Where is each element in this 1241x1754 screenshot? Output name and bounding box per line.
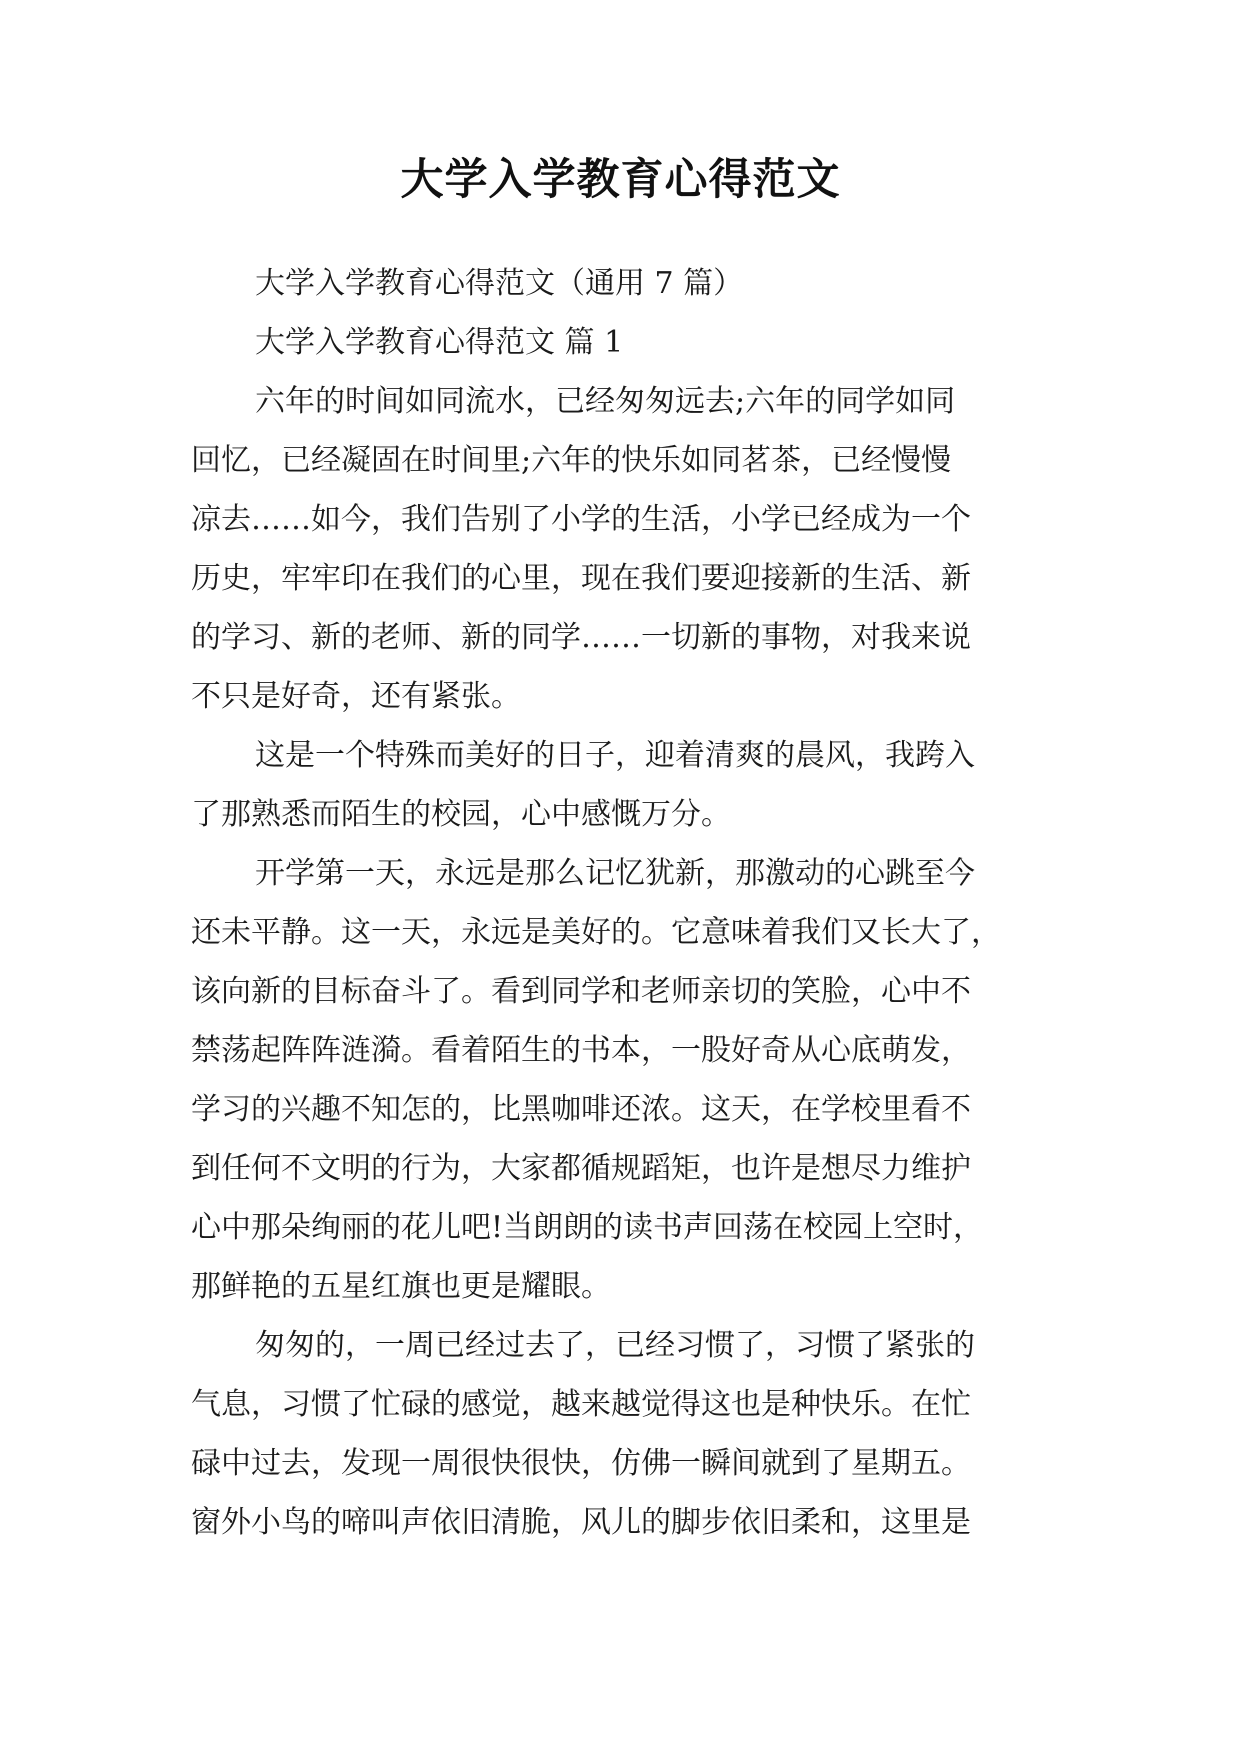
text-line: 回忆，已经凝固在时间里;六年的快乐如同茗茶，已经慢慢 xyxy=(191,443,952,478)
text-line: 心中那朵绚丽的花儿吧!当朗朗的读书声回荡在校园上空时， xyxy=(191,1210,984,1245)
text-line: 到任何不文明的行为，大家都循规蹈矩，也许是想尽力维护 xyxy=(191,1151,971,1186)
document-title: 大学入学教育心得范文 xyxy=(400,155,841,205)
text-line: 窗外小鸟的啼叫声依旧清脆，风儿的脚步依旧柔和，这里是 xyxy=(191,1505,971,1540)
text-line: 历史，牢牢印在我们的心里，现在我们要迎接新的生活、新 xyxy=(191,561,971,596)
text-line: 的学习、新的老师、新的同学……一切新的事物，对我来说 xyxy=(191,620,971,655)
text-line: 还未平静。这一天，永远是美好的。它意味着我们又长大了， xyxy=(191,915,1001,950)
text-line: 学习的兴趣不知怎的，比黑咖啡还浓。这天，在学校里看不 xyxy=(191,1092,971,1127)
text-line: 气息，习惯了忙碌的感觉，越来越觉得这也是种快乐。在忙 xyxy=(191,1387,971,1422)
text-line: 匆匆的，一周已经过去了，已经习惯了，习惯了紧张的 xyxy=(255,1328,975,1363)
text-line: 这是一个特殊而美好的日子，迎着清爽的晨风，我跨入 xyxy=(255,738,975,773)
text-line: 大学入学教育心得范文（通用 7 篇） xyxy=(255,266,744,301)
document-body xyxy=(191,254,1055,1552)
text-line: 凉去……如今，我们告别了小学的生活，小学已经成为一个 xyxy=(191,502,971,537)
text-line: 六年的时间如同流水，已经匆匆远去;六年的同学如同 xyxy=(255,384,956,419)
text-line: 了那熟悉而陌生的校园，心中感慨万分。 xyxy=(191,797,731,832)
text-line: 碌中过去，发现一周很快很快，仿佛一瞬间就到了星期五。 xyxy=(191,1446,971,1481)
text-line: 不只是好奇，还有紧张。 xyxy=(191,679,521,714)
text-line: 开学第一天，永远是那么记忆犹新，那激动的心跳至今 xyxy=(255,856,975,891)
text-line: 那鲜艳的五星红旗也更是耀眼。 xyxy=(191,1269,611,1304)
text-line: 大学入学教育心得范文 篇 1 xyxy=(255,325,624,360)
text-line: 该向新的目标奋斗了。看到同学和老师亲切的笑脸，心中不 xyxy=(191,974,971,1009)
text-line: 禁荡起阵阵涟漪。看着陌生的书本，一股好奇从心底萌发， xyxy=(191,1033,971,1068)
